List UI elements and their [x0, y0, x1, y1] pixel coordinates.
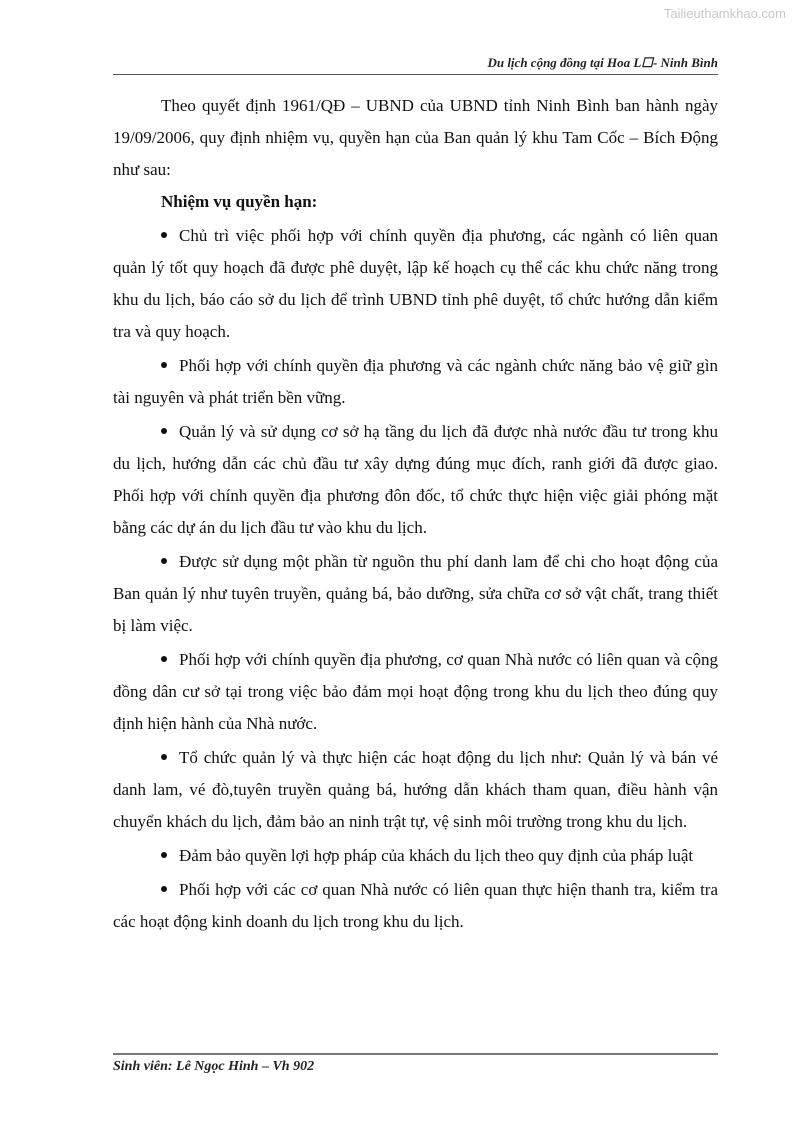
bullet-dot-icon	[161, 558, 167, 564]
bullet-list	[113, 220, 718, 938]
bullet-text: Đảm bảo quyền lợi hợp pháp của khách du lịch theo quy định của pháp luật	[179, 846, 694, 865]
bullet-dot-icon	[161, 886, 167, 892]
bullet-dot-icon	[161, 428, 167, 434]
bullet-text: Chủ trì việc phối hợp với chính quyền địa phương, các ngành có liên quan quản lý tốt quy hoạch đã được phê duyệt, lập kế hoạch cụ thể các khu chức năng trong khu du lịch, báo cáo sở du lịch để trình UBND tỉnh phê duyệt, tổ chức hướng dẫn kiểm tra và quy hoạch.	[113, 226, 718, 341]
footer-student: Sinh viên: Lê Ngọc Hinh – Vh 902	[113, 1059, 315, 1074]
bullet-text: Tổ chức quản lý và thực hiện các hoạt động du lịch như: Quản lý và bán vé danh lam, vé đò,tuyên truyền quảng bá, hướng dẫn khách tham quan, điều hành vận chuyển khách du lịch, đảm bảo an ninh trật tự, vệ sinh môi trường trong khu du lịch.	[113, 748, 718, 831]
bullet-dot-icon	[161, 232, 167, 238]
bullet-item	[113, 742, 718, 838]
bullet-dot-icon	[161, 754, 167, 760]
bullet-text: Phối hợp với các cơ quan Nhà nước có liên quan thực hiện thanh tra, kiểm tra các hoạt động kinh doanh du lịch trong khu du lịch.	[113, 880, 718, 931]
bullet-item	[113, 416, 718, 544]
bullet-dot-icon	[161, 852, 167, 858]
section-heading: Nhiệm vụ quyền hạn:	[161, 192, 318, 211]
bullet-item	[113, 644, 718, 740]
bullet-text: Được sử dụng một phần từ nguồn thu phí danh lam để chi cho hoạt động của Ban quản lý như tuyên truyền, quảng bá, bảo dưỡng, sửa chữa cơ sở vật chất, trang thiết bị làm việc.	[113, 552, 718, 635]
bullet-item	[113, 546, 718, 642]
bullet-text: Quản lý và sử dụng cơ sở hạ tầng du lịch đã được nhà nước đầu tư trong khu du lịch, hướng dẫn các chủ đầu tư xây dựng đúng mục đích, ranh giới đã được giao. Phối hợp với chính quyền địa phương đôn đốc, tổ chức thực hiện việc giải phóng mặt bằng các dự án du lịch đầu tư vào khu du lịch.	[113, 422, 718, 537]
bullet-item	[113, 874, 718, 938]
bullet-item	[113, 350, 718, 414]
watermark: Tailieuthamkhao.com	[663, 6, 786, 21]
bullet-item	[113, 220, 718, 348]
bullet-item	[113, 840, 718, 872]
bullet-text: Phối hợp với chính quyền địa phương, cơ quan Nhà nước có liên quan và cộng đồng dân cư sở tại trong việc bảo đảm mọi hoạt động trong khu du lịch theo đúng quy định hiện hành của Nhà nước.	[113, 650, 718, 733]
footer-divider	[113, 1053, 718, 1055]
bullet-dot-icon	[161, 656, 167, 662]
bullet-text: Phối hợp với chính quyền địa phương và các ngành chức năng bảo vệ giữ gìn tài nguyên và phát triển bền vững.	[113, 356, 718, 407]
header-divider	[113, 74, 718, 75]
document-body	[113, 90, 718, 938]
intro-paragraph: Theo quyết định 1961/QĐ – UBND của UBND tỉnh Ninh Bình ban hành ngày 19/09/2006, quy định nhiệm vụ, quyền hạn của Ban quản lý khu Tam Cốc – Bích Động như sau:	[113, 96, 718, 179]
bullet-dot-icon	[161, 362, 167, 368]
page-header-title: Du lịch cộng đồng tại Hoa L☐- Ninh Bình	[487, 55, 718, 70]
